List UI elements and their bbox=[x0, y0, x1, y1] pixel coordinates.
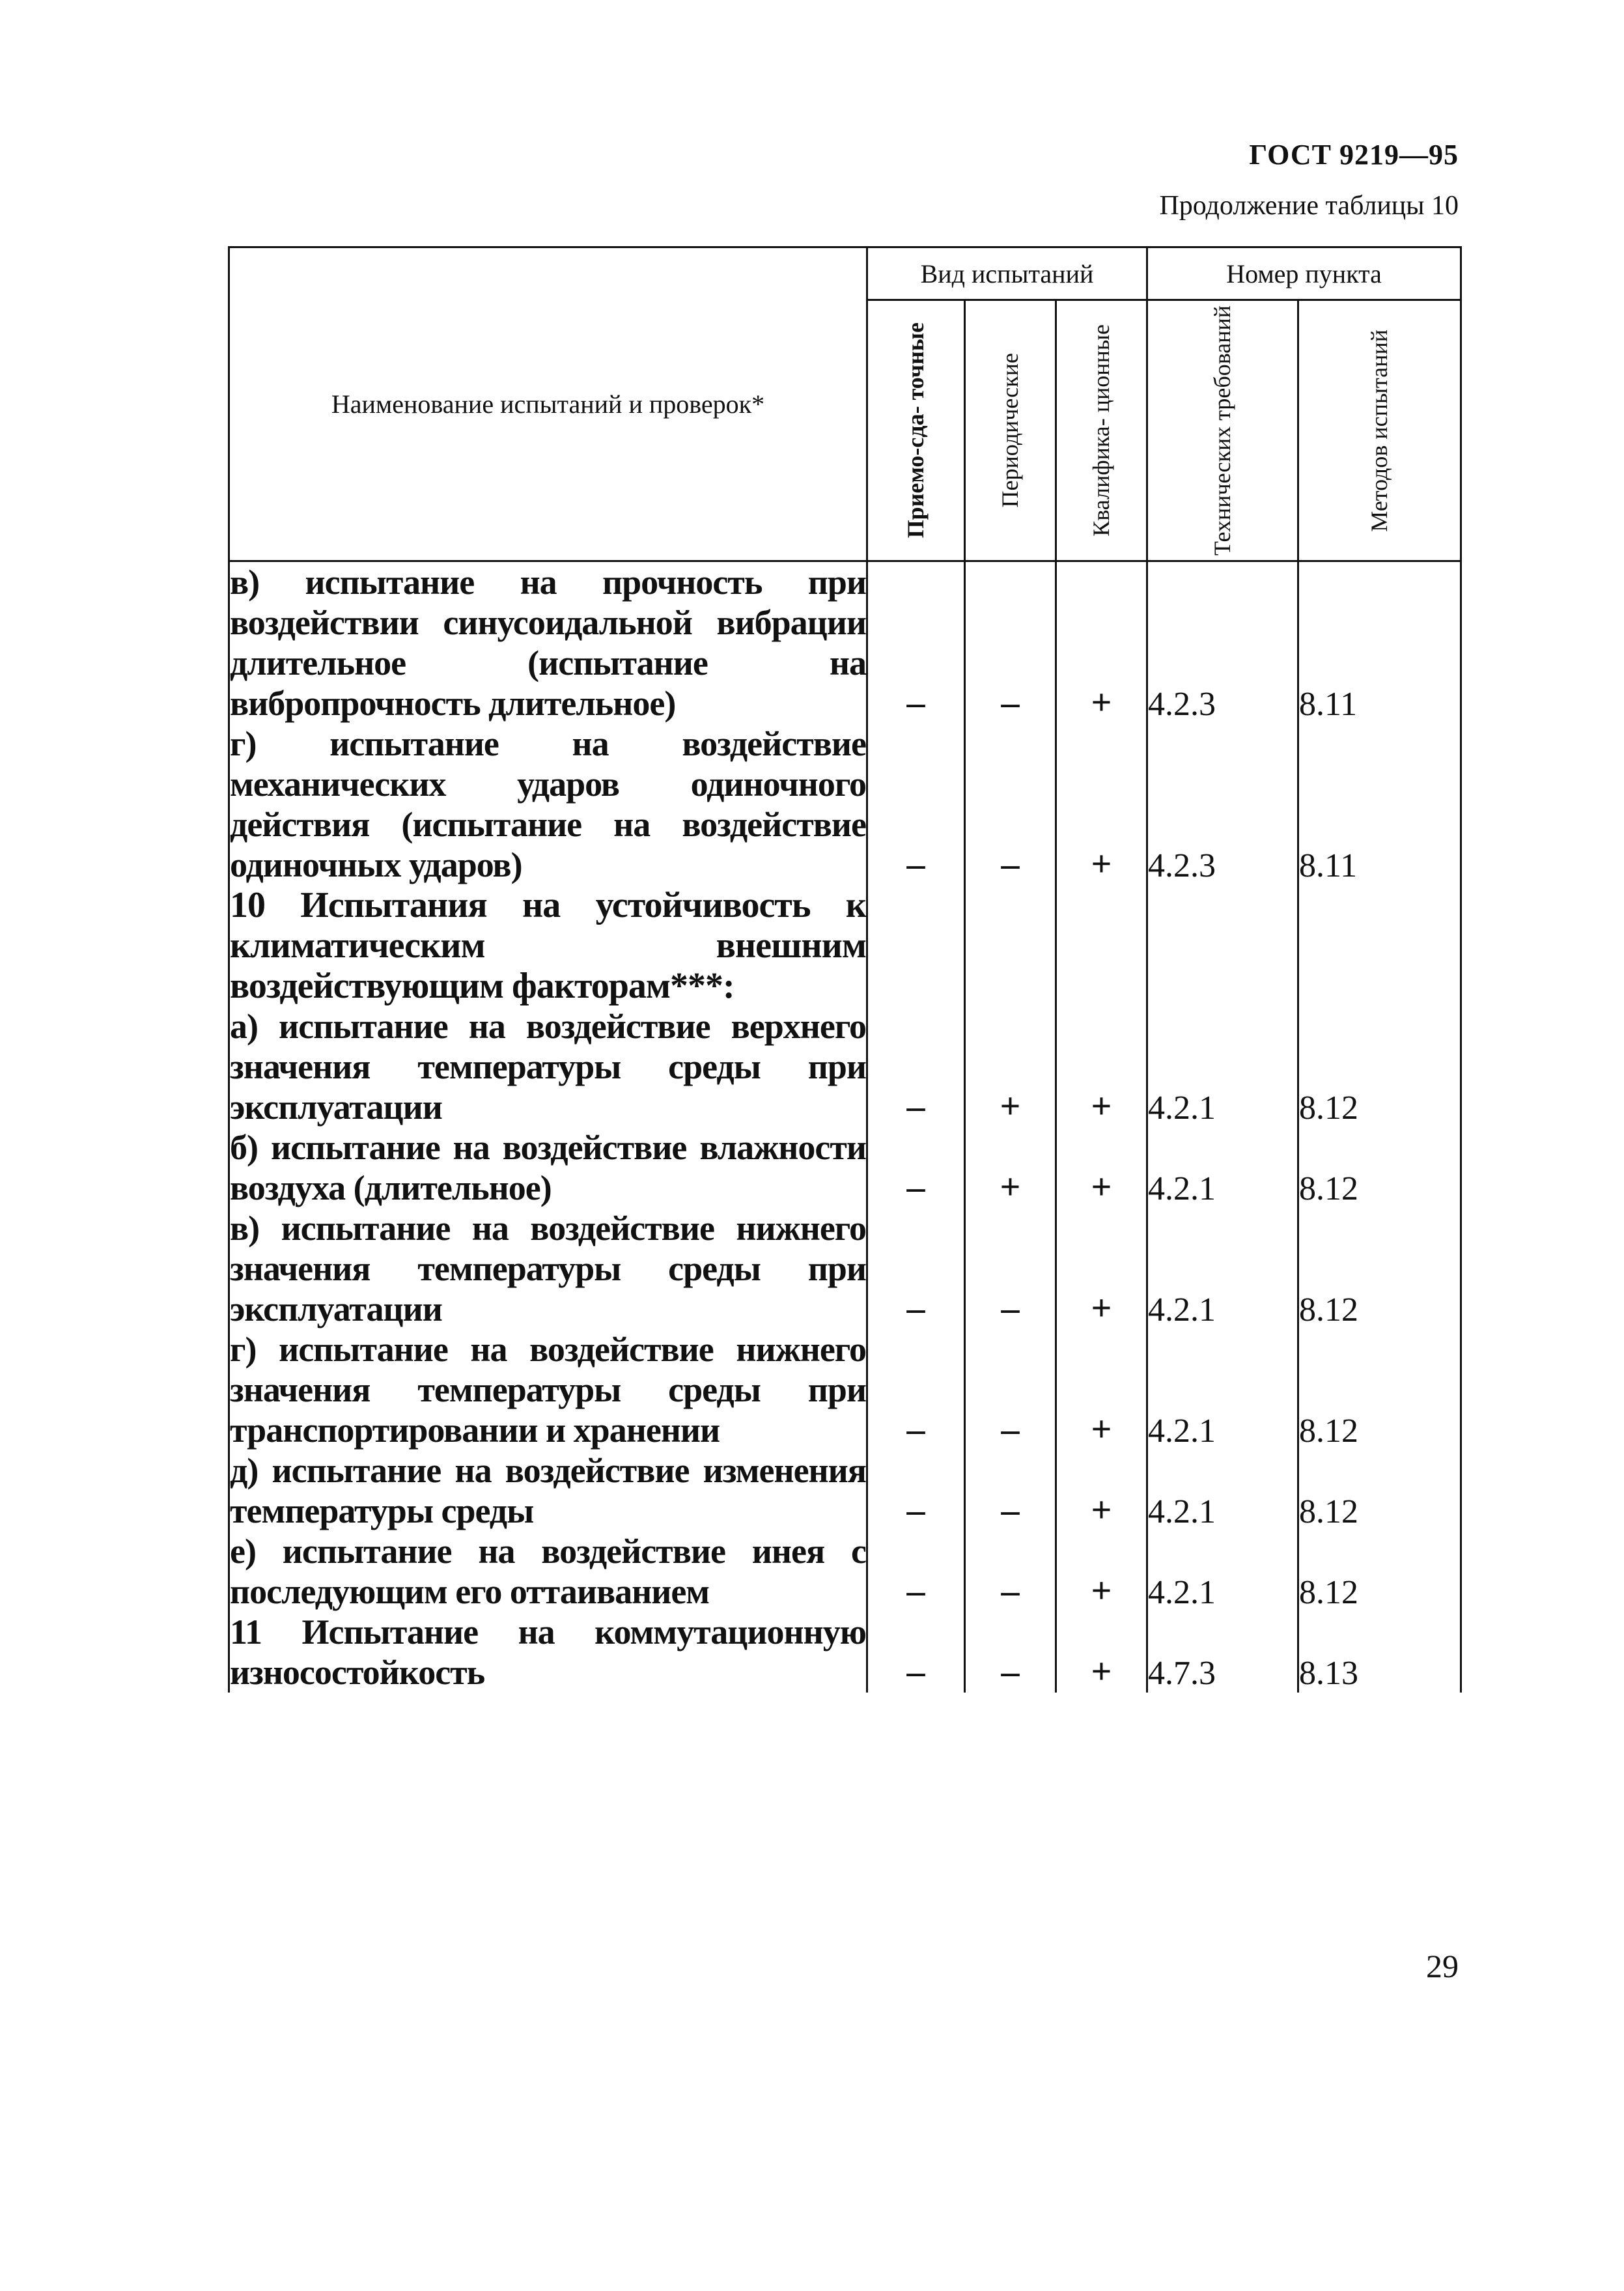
header-item-number: Номер пункта bbox=[1147, 247, 1461, 300]
acceptance-mark: – bbox=[867, 1127, 965, 1208]
tech-req-ref: 4.7.3 bbox=[1147, 1612, 1298, 1693]
qualification-mark: + bbox=[1056, 724, 1147, 885]
periodic-mark: – bbox=[965, 561, 1056, 724]
periodic-mark: – bbox=[965, 724, 1056, 885]
section-heading: 10 Испытания на устойчивость к климатическим внешним воздействующим факторам***: bbox=[230, 885, 866, 1006]
table-row bbox=[229, 724, 1461, 885]
qualification-mark bbox=[1056, 885, 1147, 1006]
table-row bbox=[229, 1612, 1461, 1693]
acceptance-mark: – bbox=[867, 561, 965, 724]
periodic-mark: – bbox=[965, 1329, 1056, 1450]
header-name: Наименование испытаний и проверок* bbox=[229, 247, 867, 561]
periodic-mark: – bbox=[965, 1450, 1056, 1531]
test-method-ref: 8.12 bbox=[1298, 1450, 1461, 1531]
header-qualification: Квалифика- ционные bbox=[1056, 300, 1147, 561]
table-row bbox=[229, 1450, 1461, 1531]
tech-req-ref: 4.2.1 bbox=[1147, 1531, 1298, 1612]
periodic-mark: – bbox=[965, 1208, 1056, 1329]
header-test-method: Методов испытаний bbox=[1298, 300, 1461, 561]
tech-req-ref: 4.2.3 bbox=[1147, 561, 1298, 724]
page-number: 29 bbox=[1426, 1948, 1459, 1984]
acceptance-mark: – bbox=[867, 1329, 965, 1450]
periodic-mark bbox=[965, 885, 1056, 1006]
qualification-mark: + bbox=[1056, 1329, 1147, 1450]
document-id: ГОСТ 9219—95 bbox=[1249, 139, 1459, 171]
acceptance-mark: – bbox=[867, 1450, 965, 1531]
table-row bbox=[229, 1127, 1461, 1208]
table-row bbox=[229, 1208, 1461, 1329]
qualification-mark: + bbox=[1056, 1612, 1147, 1693]
test-name: б) испытание на воздействие влажности воздуха (длительное) bbox=[230, 1128, 866, 1207]
qualification-mark: + bbox=[1056, 1006, 1147, 1127]
tech-req-ref: 4.2.1 bbox=[1147, 1329, 1298, 1450]
qualification-mark: + bbox=[1056, 561, 1147, 724]
test-method-ref: 8.12 bbox=[1298, 1127, 1461, 1208]
qualification-mark: + bbox=[1056, 1208, 1147, 1329]
test-method-ref: 8.12 bbox=[1298, 1329, 1461, 1450]
acceptance-mark: – bbox=[867, 724, 965, 885]
test-name: е) испытание на воздействие инея с последующим его оттаиванием bbox=[230, 1532, 866, 1611]
periodic-mark: – bbox=[965, 1612, 1056, 1693]
test-name: г) испытание на воздействие нижнего значения температуры среды при транспортировании и хранении bbox=[230, 1330, 866, 1450]
tests-table bbox=[228, 246, 1462, 1693]
test-name: а) испытание на воздействие верхнего значения температуры среды при эксплуатации bbox=[230, 1007, 866, 1127]
table-row bbox=[229, 1531, 1461, 1612]
test-name: в) испытание на прочность при воздействии синусоидальной вибрации длительное (испытание на вибропрочность длительное) bbox=[229, 561, 867, 724]
tech-req-ref: 4.2.3 bbox=[1147, 724, 1298, 885]
table-continuation-label: Продолжение таблицы 10 bbox=[1159, 191, 1459, 221]
qualification-mark: + bbox=[1056, 1450, 1147, 1531]
acceptance-mark: – bbox=[867, 1208, 965, 1329]
acceptance-mark: – bbox=[867, 1531, 965, 1612]
test-method-ref bbox=[1298, 885, 1461, 1006]
test-method-ref: 8.12 bbox=[1298, 1208, 1461, 1329]
test-name: г) испытание на воздействие механических ударов одиночного действия (испытание на воздействие одиночных ударов) bbox=[230, 724, 866, 884]
header-test-type: Вид испытаний bbox=[867, 247, 1147, 300]
test-method-ref: 8.12 bbox=[1298, 1531, 1461, 1612]
table-row bbox=[229, 1329, 1461, 1450]
header-acceptance: Приемо-сда- точные bbox=[867, 300, 965, 561]
tech-req-ref: 4.2.1 bbox=[1147, 1127, 1298, 1208]
acceptance-mark: – bbox=[867, 1612, 965, 1693]
test-method-ref: 8.13 bbox=[1298, 1612, 1461, 1693]
table-row bbox=[229, 1006, 1461, 1127]
header-tech-req: Технических требований bbox=[1147, 300, 1298, 561]
table-row-section bbox=[229, 885, 1461, 1006]
table-row bbox=[229, 561, 1461, 724]
qualification-mark: + bbox=[1056, 1531, 1147, 1612]
tech-req-ref: 4.2.1 bbox=[1147, 1208, 1298, 1329]
header-periodic: Периодические bbox=[965, 300, 1056, 561]
tech-req-ref: 4.2.1 bbox=[1147, 1450, 1298, 1531]
test-name: 11 Испытание на коммутационную износостойкость bbox=[230, 1612, 866, 1692]
acceptance-mark bbox=[867, 885, 965, 1006]
test-name: в) испытание на воздействие нижнего значения температуры среды при эксплуатации bbox=[230, 1209, 866, 1328]
periodic-mark: – bbox=[965, 1531, 1056, 1612]
acceptance-mark: – bbox=[867, 1006, 965, 1127]
test-method-ref: 8.11 bbox=[1298, 561, 1461, 724]
test-method-ref: 8.12 bbox=[1298, 1006, 1461, 1127]
tech-req-ref bbox=[1147, 885, 1298, 1006]
test-method-ref: 8.11 bbox=[1298, 724, 1461, 885]
periodic-mark: + bbox=[965, 1006, 1056, 1127]
qualification-mark: + bbox=[1056, 1127, 1147, 1208]
test-name: д) испытание на воздействие изменения температуры среды bbox=[230, 1451, 866, 1530]
tech-req-ref: 4.2.1 bbox=[1147, 1006, 1298, 1127]
periodic-mark: + bbox=[965, 1127, 1056, 1208]
